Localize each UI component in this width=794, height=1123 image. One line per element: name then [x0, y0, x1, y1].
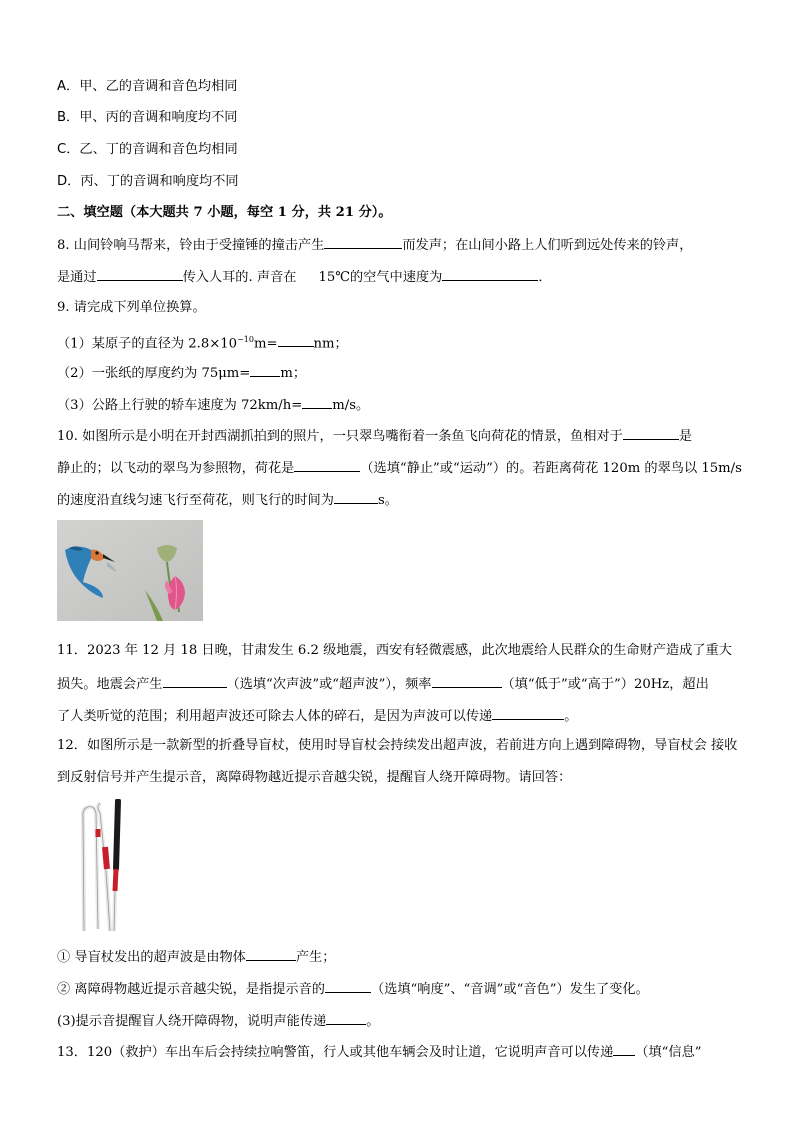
- q9-stem: 9. 请完成下列单位换算。: [57, 300, 206, 315]
- q8-line1: [57, 235, 692, 255]
- q10-text-3b: s。: [377, 493, 398, 508]
- q9-exponent: −10: [237, 335, 254, 344]
- q12-text-s1b: 产生；: [295, 950, 336, 965]
- q8-text-1b: 而发声；在山间小路上人们听到远处传来的铃声，: [402, 238, 693, 253]
- q11-text-3a: 了人类听觉的范围；利用超声波还可除去人体的碎石，是因为声波可以传递: [57, 709, 493, 724]
- q11-text-2b: （选填“次声波”或“超声波”），频率: [226, 677, 432, 692]
- q12-text-s2b: （选填“响度”、“音调”或“音色”）发生了变化。: [370, 982, 649, 997]
- q11-text-3b: 。: [564, 709, 578, 724]
- q8-text-2b: 传入人耳的. 声音在: [182, 270, 297, 285]
- q9-text-1a: （1）某原子的直径为 2.8×10: [57, 336, 238, 352]
- q11-line1: 11．2023 年 12 月 18 日晚，甘肃发生 6.2 级地震，西安有轻微震感，此次地震给人民群众的生命财产造成了重大: [57, 643, 732, 658]
- q9-text-2a: （2）一张纸的厚度约为 75μm=: [57, 366, 251, 381]
- q8-text-2d: ．: [538, 270, 552, 285]
- q9-blank-2[interactable]: [250, 363, 280, 377]
- q9-text-1c: nm；: [313, 336, 348, 352]
- q13-text-1a: 13．120（救护）车出车后会持续拉响警笛，行人或其他车辆会及时让道，它说明声音可以传递: [57, 1045, 614, 1060]
- option-d: D．丙、丁的音调和响度均不同: [57, 174, 239, 189]
- q13-text-1b: （填“信息”: [635, 1045, 702, 1060]
- q8-line2: [57, 267, 552, 287]
- q10-text-2b: （选填“静止”或“运动”）的。若距离荷花 120m 的翠鸟以 15m/s: [360, 461, 742, 476]
- q12-sub1: [57, 947, 335, 967]
- option-b: B．甲、丙的音调和响度均不同: [57, 110, 238, 125]
- q8-text-2c: 15℃的空气中速度为: [318, 270, 443, 285]
- q9-blank-1[interactable]: [278, 333, 314, 347]
- q13-line1: [57, 1042, 702, 1062]
- q10-blank-2[interactable]: [294, 458, 360, 472]
- q9-text-3a: （3）公路上行驶的轿车速度为 72km/h=: [57, 398, 303, 413]
- q12-line1: 12．如图所示是一款新型的折叠导盲杖，使用时导盲杖会持续发出超声波，若前进方向上遇到障碍物，导盲杖会 接收: [57, 738, 738, 753]
- q13-blank-1[interactable]: [613, 1042, 635, 1056]
- q9-text-3b: m/s。: [332, 398, 370, 413]
- q8-blank-2[interactable]: [97, 267, 183, 281]
- q8-blank-3[interactable]: [442, 267, 538, 281]
- q10-line1: [57, 426, 692, 446]
- q12-line2: 到反射信号并产生提示音，离障碍物越近提示音越尖锐，提醒盲人绕开障碍物。请回答：: [57, 770, 572, 785]
- q8-text-2a: 是通过: [57, 270, 97, 285]
- q12-text-s3a: (3)提示音提醒盲人绕开障碍物，说明声能传递: [57, 1014, 327, 1029]
- q8-text-1a: 8. 山间铃响马帮来，铃由于受撞锤的撞击产生: [57, 238, 325, 253]
- folding-cane-photo: [78, 799, 144, 935]
- q11-blank-1[interactable]: [163, 674, 227, 688]
- folding-cane-illustration: [78, 799, 144, 935]
- section-heading: 二、填空题（本大题共 7 小题，每空 1 分，共 21 分）。: [57, 205, 392, 220]
- q10-text-1a: 10. 如图所示是小明在开封西湖抓拍到的照片，一只翠鸟嘴衔着一条鱼飞向荷花的情景，鱼相对于: [57, 429, 623, 444]
- q12-sub3: [57, 1011, 379, 1031]
- q12-blank-3[interactable]: [326, 1011, 366, 1025]
- q10-text-3a: 的速度沿直线匀速飞行至荷花，则飞行的时间为: [57, 493, 334, 508]
- q11-blank-2[interactable]: [432, 674, 502, 688]
- q8-blank-1[interactable]: [324, 235, 402, 249]
- q12-text-s1a: ① 导盲杖发出的超声波是由物体: [57, 950, 246, 965]
- q9-blank-3[interactable]: [302, 395, 332, 409]
- q12-text-s2a: ② 离障碍物越近提示音越尖锐，是指提示音的: [57, 982, 325, 997]
- q9-part1: [57, 331, 348, 353]
- q9-text-2b: m；: [280, 366, 307, 381]
- q9-text-1b: m=: [253, 336, 278, 352]
- q10-blank-1[interactable]: [623, 426, 679, 440]
- q10-text-2a: 静止的；以飞动的翠鸟为参照物，荷花是: [57, 461, 295, 476]
- q11-line2: [57, 674, 709, 694]
- q9-part2: [57, 363, 306, 383]
- q12-text-s3b: 。: [366, 1014, 380, 1029]
- q10-text-1b: 是: [678, 429, 693, 444]
- q10-line2: [57, 458, 742, 478]
- q11-text-2c: （填“低于”或“高于”）20Hz，超出: [501, 677, 709, 692]
- q12-blank-2[interactable]: [325, 979, 371, 993]
- q10-blank-3[interactable]: [334, 490, 378, 504]
- q11-line3: [57, 706, 577, 726]
- kingfisher-lotus-illustration: [57, 520, 203, 621]
- q12-sub2: [57, 979, 649, 999]
- kingfisher-lotus-photo: [57, 520, 203, 621]
- q11-text-2a: 损失。地震会产生: [57, 677, 163, 692]
- option-a: A．甲、乙的音调和音色均相同: [57, 79, 238, 94]
- cane-segments: [83, 801, 118, 931]
- option-c: C．乙、丁的音调和音色均相同: [57, 142, 238, 157]
- q9-part3: [57, 395, 369, 415]
- q12-blank-1[interactable]: [246, 947, 296, 961]
- q10-line3: [57, 490, 398, 510]
- q11-blank-3[interactable]: [492, 706, 564, 720]
